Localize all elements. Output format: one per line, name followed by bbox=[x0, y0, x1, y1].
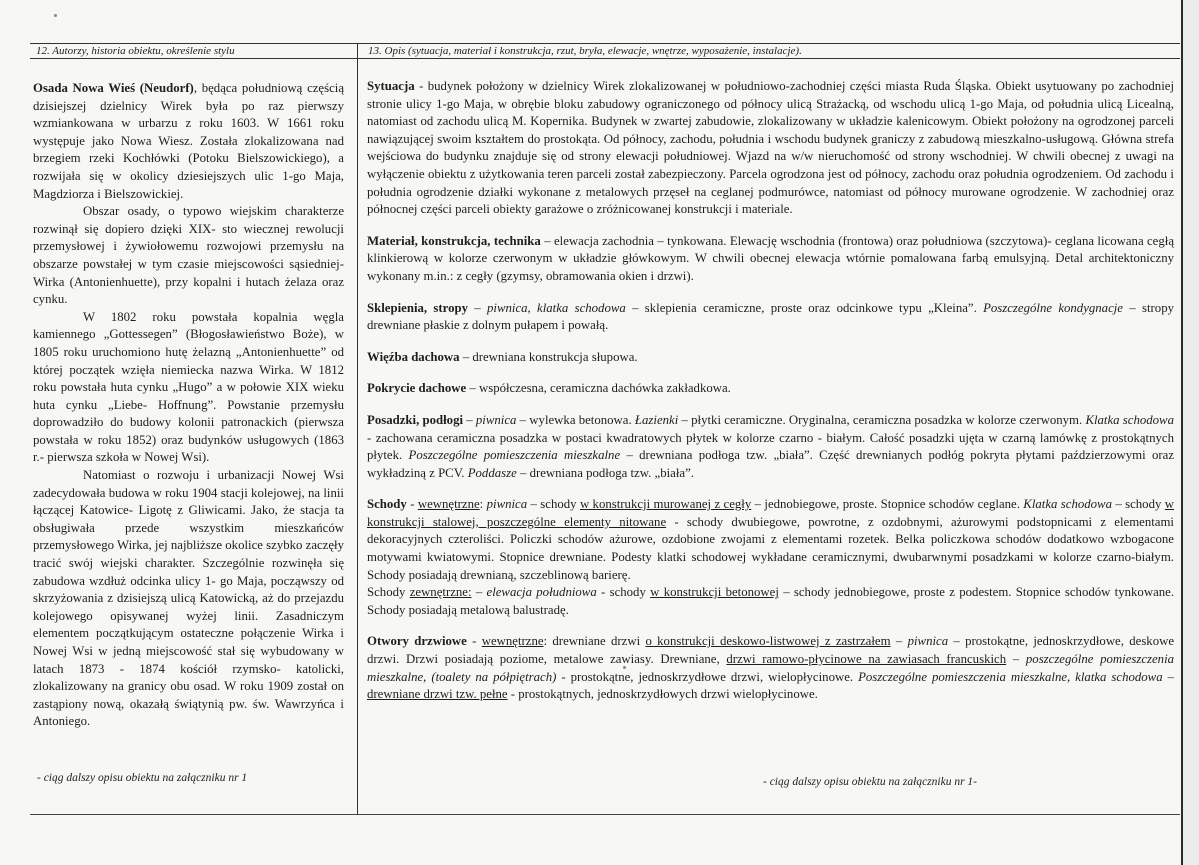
header-rule bbox=[30, 58, 1180, 59]
footer-note-right: - ciąg dalszy opisu obiektu na załączniku nr 1- bbox=[763, 776, 978, 788]
scan-speck bbox=[54, 14, 57, 17]
section-material: Materiał, konstrukcja, technika – elewacja zachodnia – tynkowana. Elewację wschodnia (frontowa) oraz południowa (szczytowa)- ceglana licowana cegłą klinkierową w kolorze czerwonym w układzie główkowym. W chwili obecnej elewacja wtórnie pomalowana farbą emulsyjną. Detal architektoniczny wykonany m.in.: z cegły (gzymsy, obramowania okien i drzwi). bbox=[367, 233, 1174, 283]
section-otwory: Otwory drzwiowe - wewnętrzne: drewniane drzwi o konstrukcji deskowo-listwowej z zastrzałem – piwnica – prostokątne, jednoskrzydłowe, deskowe drzwi. Drzwi posiadają poziome, metalowe zawiasy. Drewniane, drzwi ramowo-płycinowe na zawiasach francuskich – poszczególne pomieszczenia mieszkalne, (toalety na półpiętrach) - prostokątne, jednoskrzydłowe drzwi, wielopłycinowe. Poszczególne pomieszczenia mieszkalne, klatka schodowa – drewniane drzwi tzw. pełne - prostokątnych, jednoskrzydłowych drzwi wielopłycinowe. bbox=[367, 634, 1175, 702]
top-rule bbox=[30, 43, 1180, 44]
history-paragraph: Obszar osady, o typowo wiejskim charakterze rozwinął się dopiero dzięki XIX- sto wiecznej rewolucji przemysłowej i żywiołowemu rozwojowi przemysłu na obszarze powstałej w tym czasie miejscowości sąsiedniej- Wirka (Antonienhuette), przy kopalni i hutach żelaza oraz cynku. bbox=[33, 204, 344, 307]
section-schody: Schody - wewnętrzne: piwnica – schody w konstrukcji murowanej z cegły – jednobiegowe, proste. Stopnice schodów ceglane. Klatka schodowa – schody w konstrukcji stalowej, poszczególne elementy nitowane - schody dwubiegowe, powrotne, z ozdobnymi, ażurowymi podstopnicami z elementami dekoracyjnych czteroliści. Policzki schodów ażurowe, ozdobione zwojami z elementami rozetek. Belka policzkowa schodów dodatkowo wzbogacone motywami kwiatowymi. Stopnice drewniane. Podesty klatki schodowej wykładane ceramicznymi, dwubarwnymi posadzkami w kolorze czarno-białym. Schody posiadają drewnianą, szczeblinową barierę. bbox=[367, 497, 1175, 582]
section-wiezba: Więźba dachowa – drewniana konstrukcja słupowa. bbox=[367, 349, 638, 364]
settlement-name: Osada Nowa Wieś (Neudorf) bbox=[33, 81, 194, 95]
history-paragraph: Osada Nowa Wieś (Neudorf), będąca południową częścią dzisiejszej dzielnicy Wirek była po raz pierwszy wzmiankowana w urbarzu z roku 1603. W 1661 roku występuje jako Nowa Wiesz. Została zlokalizowana nad brzegiem rzeki Kochłówki (Potoku Bielszowickiego), a rozwijała się w okolicy dziesiejszych ulic 1-go Maja, Magdziorza i Bielszowickiej. bbox=[33, 81, 344, 201]
footer-note-left: - ciąg dalszy opisu obiektu na załączniku nr 1 bbox=[37, 772, 248, 784]
column-divider bbox=[357, 43, 358, 814]
history-column bbox=[33, 80, 344, 731]
section-label: Pokrycie dachowe bbox=[367, 381, 467, 396]
section-posadzki: Posadzki, podłogi – piwnica – wylewka betonowa. Łazienki – płytki ceramiczne. Oryginalna, ceramiczna posadzka w kolorze czerwonym. Klatka schodowa - zachowana ceramiczna posadzka w postaci kwadratowych płytek w kolorze czarno - białym. Całość posadzki ujęta w czarną lamówkę z prostokątnych płytek. Poszczególne pomieszczenia mieszkalne – drewniana podłoga tzw. „biała”. Część drewnianych podłóg pokryta płytami paździerzowymi oraz wykładziną z PCV. Poddasze – drewniana podłoga tzw. „biała”. bbox=[367, 412, 1174, 480]
section-label: Schody bbox=[367, 497, 407, 512]
history-paragraph: Natomiast o rozwoju i urbanizacji Nowej Wsi zadecydowała budowa w roku 1904 stacji kolejowej, na linii łączącej Katowice- Ligotę z Gliwicami. Jako, że stacja ta obsługiwała przede wszystkim mieszkańców przemysłowego Wirka, jej najbliższe okolice szybko zaczęły tracić swój wiejski charakter. Szczególnie rozwinęła się zabudowa wzdłuż odcinka ulicy 1- go Maja, począwszy od skrzyżowania z dzisiejszą ulicą Katowicką, aż do przejazdu kolejowego opisywanej wyżej linii. Zasadniczym elementem początkującym ostateczne połączenie Wirka i Nowej Wsi w jedną miejscowość stał się wybudowany w latach 1873 - 1874 kościół rzymsko- katolicki, zlokalizowany na granicy obu osad. W roku 1909 został on zastąpiony nową, okazałą świątynią pw. św. Wawrzyńca i Antoniego. bbox=[33, 468, 344, 729]
section-pokrycie: Pokrycie dachowe – współczesna, ceramiczna dachówka zakładkowa. bbox=[367, 381, 731, 396]
bottom-rule bbox=[30, 814, 1180, 815]
header-right: 13. Opis (sytuacja, materiał i konstrukcja, rzut, bryła, elewacje, wnętrze, wyposażenie, instalacje). bbox=[368, 45, 802, 57]
header-left: 12. Autorzy, historia obiektu, określenie stylu bbox=[36, 45, 235, 57]
section-label: Więźba dachowa bbox=[367, 349, 460, 364]
section-sklepienia: Sklepienia, stropy – piwnica, klatka schodowa – sklepienia ceramiczne, proste oraz odcinkowe typu „Kleina”. Poszczególne kondygnacje – stropy drewniane płaskie z dolnym pułapem i powałą. bbox=[367, 300, 1174, 333]
description-column bbox=[367, 78, 1174, 718]
section-label: Otwory drzwiowe bbox=[367, 634, 467, 649]
section-label: Materiał, konstrukcja, technika bbox=[367, 233, 541, 248]
section-sytuacja: Sytuacja - budynek położony w dzielnicy Wirek zlokalizowanej w południowo-zachodniej części miasta Ruda Śląska. Obiekt usytuowany po zachodniej stronie ulicy 1-go Maja, w obrębie bloku zabudowy ograniczonego od północy ulicą Strażacką, od wschodu ulicą 1-go Maja, od południa ulicą Licealną, natomiast od zachodu ulicą M. Kopernika. Budynek w zwartej zabudowie, zlokalizowany w układzie kalenicowym. Obiekt położony na ogrodzonej parceli nawiązującej swoim kształtem do prostokąta. Od północy, zachodu, południa i wschodu budynek graniczy z zabudową mieszkalno-usługową. Główna strefa wejściowa do budynku znajduje się od strony elewacji południowej. Wjazd na w/w nieruchomość od strony wschodniej. W chwili obecnej z uwagi na wyłączenie obiektu z użytkowania teren parceli został zabezpieczony. Parcela ogrodzona jest od północy, zachodu oraz południa ogrodzeniem. Od zachodu i południa ogrodzenie działki wykonane z metalowych przęseł na ceglanej podmurówce, natomiast od północy murowane ogrodzenie. W zachodniej oraz północnej części parceli obiekty garażowe o zróżnicowanej konstrukcji i materiale. bbox=[367, 79, 1174, 217]
section-schody-zewnetrzne: Schody zewnętrzne: – elewacja południowa - schody w konstrukcji betonowej – schody jednobiegowe, proste z podestem. Stopnice schodów tynkowane. Schody posiadają metalową balustradę. bbox=[367, 585, 1175, 617]
history-paragraph: W 1802 roku powstała kopalnia węgla kamiennego „Gottessegen” (Błogosławieństwo Boże), w 1805 roku uruchomiono hutę żelazną „Antonienhuette” od której początek wzięła niemiecka nazwa Wirka. W 1812 roku powstała huta cynku „Hugo” a w połowie XIX wieku huta cynku „Liebe- Hoffnung”. Powstanie przemysłu doprowadziło do budowy kolonii patronackich (pierwsza powstała w roku 1852) oraz budynków usługowych (1863 r.- pierwsza szkoła w Nowej Wsi). bbox=[33, 309, 344, 465]
scan-margin bbox=[1183, 0, 1199, 865]
section-label: Posadzki, podłogi bbox=[367, 412, 464, 427]
section-label: Sytuacja bbox=[367, 79, 415, 93]
section-label: Sklepienia, stropy bbox=[367, 300, 468, 315]
